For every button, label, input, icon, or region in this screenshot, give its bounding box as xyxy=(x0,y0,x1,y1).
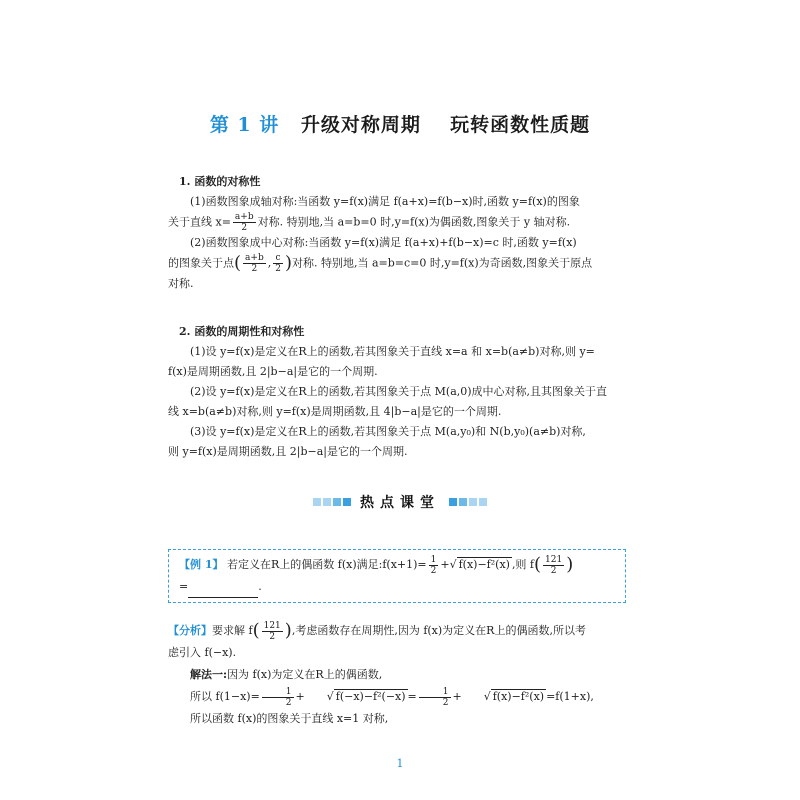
analysis-line: 虑引入 f(−x). xyxy=(168,646,237,659)
title-part-b: 玩转函数性质题 xyxy=(450,114,591,136)
section-heading: 1. 函数的对称性 xyxy=(179,175,261,188)
banner-square xyxy=(313,498,321,506)
banner-square xyxy=(343,498,351,506)
paragraph: 的图象关于点( $\frac{a+b}{2}$ , $\frac{c}{2}$ )对称. 特别地,当 a=b=c=0 时,y=f(x)为奇函数,图象关于原点 xyxy=(168,252,593,274)
paragraph: 关于直线 x= $\frac{a+b}{2}$ 对称. 特别地,当 a=b=0 时,y=f(x)为偶函数,图象关于 y 轴对称. xyxy=(168,212,571,233)
answer-blank[interactable] xyxy=(188,585,258,598)
banner-square xyxy=(333,498,341,506)
paragraph: 则 y=f(x)是周期函数,且 2|b−a|是它的一个周期. xyxy=(168,445,408,458)
fraction: $\frac{a+b}{2}$ xyxy=(245,253,264,274)
fraction: $\frac{a+b}{2}$ xyxy=(234,212,254,233)
paragraph: 对称. xyxy=(168,277,194,290)
banner-square xyxy=(323,498,331,506)
fraction: $\frac{1}{2}$ xyxy=(430,554,437,576)
banner-square xyxy=(449,498,457,506)
fraction: $\frac{c}{2}$ xyxy=(275,253,281,274)
paragraph: (1)设 y=f(x)是定义在R上的函数,若其图象关于直线 x=a 和 x=b(a≠b)对称,则 y= xyxy=(190,345,595,358)
paragraph: (2)设 y=f(x)是定义在R上的函数,若其图象关于点 M(a,0)成中心对称,且其图象关于直 xyxy=(190,385,608,398)
analysis-line: 【分析】要求解 f( $\frac{121}{2}$ ),考虑函数存在周期性,因为 f(x)为定义在R上的偶函数,所以考 xyxy=(168,620,586,642)
fraction: $\frac{1}{2}$ xyxy=(419,687,451,708)
example-box xyxy=(168,549,626,603)
solution-label: 解法一: xyxy=(190,668,228,681)
sqrt: √ f(x)−f²(x) xyxy=(483,690,545,703)
fraction: $\frac{121}{2}$ xyxy=(545,554,563,576)
example-line: = . xyxy=(179,576,615,598)
banner-title: 热点课堂 xyxy=(360,495,440,511)
fraction: $\frac{121}{2}$ xyxy=(263,620,281,642)
banner-square xyxy=(469,498,477,506)
sqrt: √ f(x)−f²(x) xyxy=(449,558,510,571)
solution-line: 所以函数 f(x)的图象关于直线 x=1 对称, xyxy=(190,712,389,725)
section-heading: 2. 函数的周期性和对称性 xyxy=(179,325,305,338)
title-part-a: 升级对称周期 xyxy=(300,114,421,136)
section-symmetry xyxy=(168,172,638,294)
solution-line: 解法一:因为 f(x)为定义在R上的偶函数, xyxy=(190,668,383,681)
analysis xyxy=(168,620,638,730)
paragraph: (2)函数图象成中心对称:当函数 y=f(x)满足 f(a+x)+f(b−x)=c 时,函数 y=f(x) xyxy=(190,236,577,249)
banner-square xyxy=(459,498,467,506)
paragraph: f(x)是周期函数,且 2|b−a|是它的一个周期. xyxy=(168,365,378,378)
analysis-tag: 【分析】 xyxy=(168,624,212,637)
section-banner xyxy=(300,492,500,512)
example-line: 【例 1】 若定义在R上的偶函数 f(x)满足:f(x+1)= $\frac{1}{2}$ +√ f(x)−f²(x) ,则 f( $\frac{121}{2}$ ) xyxy=(179,554,574,576)
paragraph: 线 x=b(a≠b)对称,则 y=f(x)是周期函数,且 4|b−a|是它的一个周期. xyxy=(168,405,502,418)
section-periodicity xyxy=(168,322,638,462)
banner-square xyxy=(479,498,487,506)
page-title xyxy=(0,110,800,137)
lecture-number: 第 1 讲 xyxy=(209,114,280,136)
example-tag: 【例 1】 xyxy=(179,558,224,571)
paragraph: (3)设 y=f(x)是定义在R上的函数,若其图象关于点 M(a,y₀)和 N(b,y₀)(a≠b)对称, xyxy=(190,425,586,438)
solution-line: 所以 f(1−x)= $\frac{1}{2}$ + √ f(−x)−f²(−x) = $\frac{1}{2}$ + √ f(x)−f²(x) =f(1+x), xyxy=(190,686,594,708)
fraction: $\frac{1}{2}$ xyxy=(262,687,294,708)
page-number: 1 xyxy=(396,757,404,770)
sqrt: √ f(−x)−f²(−x) xyxy=(326,690,406,703)
paragraph: (1)函数图象成轴对称:当函数 y=f(x)满足 f(a+x)=f(b−x)时,函数 y=f(x)的图象 xyxy=(190,195,580,208)
